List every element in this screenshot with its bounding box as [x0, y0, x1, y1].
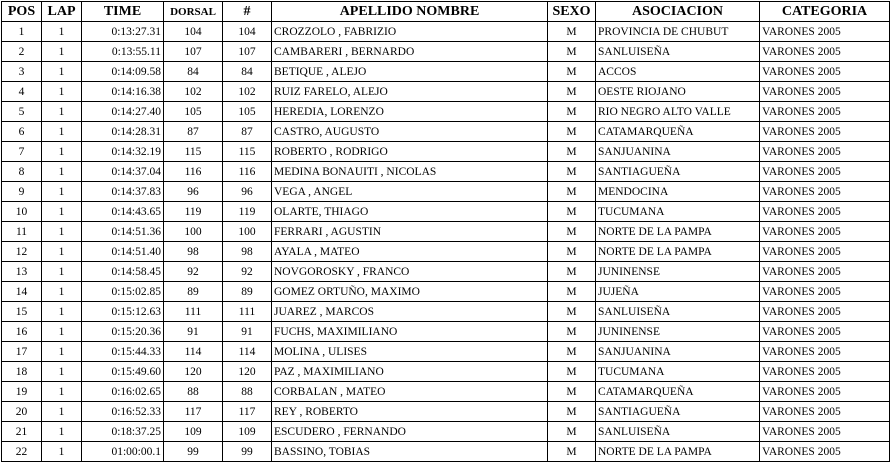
cell-categoria: VARONES 2005 [760, 102, 890, 122]
cell-number: 107 [223, 42, 272, 62]
cell-lap: 1 [42, 202, 82, 222]
cell-time: 0:16:52.33 [82, 402, 164, 422]
cell-pos: 22 [2, 442, 42, 462]
cell-categoria: VARONES 2005 [760, 442, 890, 462]
cell-pos: 6 [2, 122, 42, 142]
cell-name: RUIZ FARELO, ALEJO [272, 82, 548, 102]
cell-dorsal: 96 [164, 182, 223, 202]
cell-sexo: M [548, 402, 596, 422]
cell-sexo: M [548, 342, 596, 362]
cell-lap: 1 [42, 142, 82, 162]
cell-number: 98 [223, 242, 272, 262]
table-row [2, 322, 890, 342]
cell-categoria: VARONES 2005 [760, 282, 890, 302]
table-row [2, 202, 890, 222]
table-row [2, 82, 890, 102]
header-pos: POS [2, 2, 42, 22]
cell-number: 105 [223, 102, 272, 122]
cell-name: BETIQUE , ALEJO [272, 62, 548, 82]
cell-time: 0:15:12.63 [82, 302, 164, 322]
cell-asociacion: OESTE RIOJANO [596, 82, 760, 102]
cell-asociacion: TUCUMANA [596, 202, 760, 222]
cell-dorsal: 84 [164, 62, 223, 82]
cell-pos: 17 [2, 342, 42, 362]
cell-time: 0:13:55.11 [82, 42, 164, 62]
cell-pos: 12 [2, 242, 42, 262]
cell-asociacion: CATAMARQUEÑA [596, 122, 760, 142]
cell-dorsal: 114 [164, 342, 223, 362]
cell-dorsal: 99 [164, 442, 223, 462]
cell-categoria: VARONES 2005 [760, 142, 890, 162]
cell-sexo: M [548, 222, 596, 242]
cell-pos: 5 [2, 102, 42, 122]
table-row [2, 42, 890, 62]
cell-name: FUCHS, MAXIMILIANO [272, 322, 548, 342]
cell-dorsal: 111 [164, 302, 223, 322]
cell-pos: 13 [2, 262, 42, 282]
cell-categoria: VARONES 2005 [760, 162, 890, 182]
table-row [2, 102, 890, 122]
cell-lap: 1 [42, 322, 82, 342]
cell-sexo: M [548, 22, 596, 42]
cell-categoria: VARONES 2005 [760, 202, 890, 222]
cell-dorsal: 115 [164, 142, 223, 162]
cell-categoria: VARONES 2005 [760, 242, 890, 262]
cell-lap: 1 [42, 222, 82, 242]
cell-dorsal: 87 [164, 122, 223, 142]
cell-number: 119 [223, 202, 272, 222]
cell-dorsal: 98 [164, 242, 223, 262]
cell-number: 99 [223, 442, 272, 462]
cell-asociacion: TUCUMANA [596, 362, 760, 382]
header-asociacion: ASOCIACION [596, 2, 760, 22]
cell-name: CASTRO, AUGUSTO [272, 122, 548, 142]
table-row [2, 122, 890, 142]
cell-name: MOLINA , ULISES [272, 342, 548, 362]
cell-name: ESCUDERO , FERNANDO [272, 422, 548, 442]
cell-categoria: VARONES 2005 [760, 322, 890, 342]
cell-asociacion: SANTIAGUEÑA [596, 162, 760, 182]
cell-dorsal: 117 [164, 402, 223, 422]
table-row [2, 442, 890, 462]
table-row [2, 222, 890, 242]
cell-pos: 11 [2, 222, 42, 242]
cell-number: 89 [223, 282, 272, 302]
cell-number: 88 [223, 382, 272, 402]
header-sexo: SEXO [548, 2, 596, 22]
cell-time: 0:14:37.04 [82, 162, 164, 182]
cell-time: 0:14:28.31 [82, 122, 164, 142]
cell-name: MEDINA BONAUITI , NICOLAS [272, 162, 548, 182]
results-table [1, 1, 890, 462]
cell-sexo: M [548, 162, 596, 182]
cell-name: CAMBARERI , BERNARDO [272, 42, 548, 62]
cell-asociacion: NORTE DE LA PAMPA [596, 242, 760, 262]
cell-sexo: M [548, 62, 596, 82]
table-row [2, 402, 890, 422]
cell-asociacion: SANLUISEÑA [596, 302, 760, 322]
table-row [2, 182, 890, 202]
cell-time: 01:00:00.1 [82, 442, 164, 462]
cell-lap: 1 [42, 122, 82, 142]
cell-asociacion: NORTE DE LA PAMPA [596, 222, 760, 242]
cell-asociacion: SANJUANINA [596, 142, 760, 162]
cell-pos: 7 [2, 142, 42, 162]
cell-sexo: M [548, 182, 596, 202]
cell-categoria: VARONES 2005 [760, 222, 890, 242]
cell-asociacion: JUJEÑA [596, 282, 760, 302]
cell-sexo: M [548, 82, 596, 102]
table-row [2, 422, 890, 442]
cell-asociacion: SANJUANINA [596, 342, 760, 362]
cell-sexo: M [548, 242, 596, 262]
cell-number: 120 [223, 362, 272, 382]
cell-lap: 1 [42, 182, 82, 202]
cell-time: 0:14:43.65 [82, 202, 164, 222]
cell-lap: 1 [42, 302, 82, 322]
cell-time: 0:14:16.38 [82, 82, 164, 102]
table-row [2, 282, 890, 302]
cell-dorsal: 105 [164, 102, 223, 122]
table-row [2, 142, 890, 162]
cell-number: 91 [223, 322, 272, 342]
cell-asociacion: SANLUISEÑA [596, 422, 760, 442]
cell-pos: 19 [2, 382, 42, 402]
cell-sexo: M [548, 322, 596, 342]
cell-categoria: VARONES 2005 [760, 42, 890, 62]
header-categoria: CATEGORIA [760, 2, 890, 22]
cell-categoria: VARONES 2005 [760, 262, 890, 282]
cell-sexo: M [548, 142, 596, 162]
cell-asociacion: SANTIAGUEÑA [596, 402, 760, 422]
cell-name: NOVGOROSKY , FRANCO [272, 262, 548, 282]
cell-number: 92 [223, 262, 272, 282]
table-row [2, 242, 890, 262]
cell-categoria: VARONES 2005 [760, 342, 890, 362]
cell-time: 0:14:58.45 [82, 262, 164, 282]
cell-time: 0:14:27.40 [82, 102, 164, 122]
cell-number: 84 [223, 62, 272, 82]
cell-time: 0:15:49.60 [82, 362, 164, 382]
cell-sexo: M [548, 362, 596, 382]
cell-lap: 1 [42, 422, 82, 442]
cell-dorsal: 104 [164, 22, 223, 42]
cell-categoria: VARONES 2005 [760, 422, 890, 442]
cell-number: 104 [223, 22, 272, 42]
cell-lap: 1 [42, 162, 82, 182]
cell-dorsal: 100 [164, 222, 223, 242]
cell-sexo: M [548, 42, 596, 62]
cell-pos: 4 [2, 82, 42, 102]
cell-pos: 16 [2, 322, 42, 342]
cell-asociacion: JUNINENSE [596, 262, 760, 282]
cell-lap: 1 [42, 242, 82, 262]
cell-categoria: VARONES 2005 [760, 82, 890, 102]
cell-name: HEREDIA, LORENZO [272, 102, 548, 122]
cell-time: 0:18:37.25 [82, 422, 164, 442]
cell-asociacion: RIO NEGRO ALTO VALLE [596, 102, 760, 122]
cell-name: CORBALAN , MATEO [272, 382, 548, 402]
cell-number: 96 [223, 182, 272, 202]
cell-lap: 1 [42, 442, 82, 462]
cell-number: 114 [223, 342, 272, 362]
table-row [2, 342, 890, 362]
cell-number: 111 [223, 302, 272, 322]
cell-lap: 1 [42, 362, 82, 382]
cell-categoria: VARONES 2005 [760, 22, 890, 42]
cell-dorsal: 92 [164, 262, 223, 282]
header-name: APELLIDO NOMBRE [272, 2, 548, 22]
cell-number: 117 [223, 402, 272, 422]
cell-sexo: M [548, 262, 596, 282]
cell-number: 115 [223, 142, 272, 162]
cell-pos: 20 [2, 402, 42, 422]
cell-dorsal: 88 [164, 382, 223, 402]
cell-dorsal: 89 [164, 282, 223, 302]
cell-pos: 14 [2, 282, 42, 302]
cell-pos: 1 [2, 22, 42, 42]
cell-name: PAZ , MAXIMILIANO [272, 362, 548, 382]
header-time: TIME [82, 2, 164, 22]
table-row [2, 162, 890, 182]
cell-time: 0:15:20.36 [82, 322, 164, 342]
cell-dorsal: 91 [164, 322, 223, 342]
cell-name: JUAREZ , MARCOS [272, 302, 548, 322]
header-number: # [223, 2, 272, 22]
cell-number: 102 [223, 82, 272, 102]
cell-name: GOMEZ ORTUÑO, MAXIMO [272, 282, 548, 302]
cell-pos: 21 [2, 422, 42, 442]
cell-categoria: VARONES 2005 [760, 62, 890, 82]
cell-time: 0:14:37.83 [82, 182, 164, 202]
cell-number: 87 [223, 122, 272, 142]
cell-categoria: VARONES 2005 [760, 122, 890, 142]
cell-asociacion: PROVINCIA DE CHUBUT [596, 22, 760, 42]
cell-time: 0:14:32.19 [82, 142, 164, 162]
cell-sexo: M [548, 282, 596, 302]
cell-sexo: M [548, 442, 596, 462]
header-row [2, 2, 890, 22]
cell-pos: 3 [2, 62, 42, 82]
cell-number: 100 [223, 222, 272, 242]
cell-pos: 15 [2, 302, 42, 322]
cell-lap: 1 [42, 22, 82, 42]
cell-time: 0:14:09.58 [82, 62, 164, 82]
cell-name: BASSINO, TOBIAS [272, 442, 548, 462]
cell-lap: 1 [42, 282, 82, 302]
cell-name: ROBERTO , RODRIGO [272, 142, 548, 162]
cell-lap: 1 [42, 402, 82, 422]
cell-lap: 1 [42, 262, 82, 282]
table-row [2, 62, 890, 82]
cell-time: 0:16:02.65 [82, 382, 164, 402]
cell-dorsal: 120 [164, 362, 223, 382]
cell-name: OLARTE, THIAGO [272, 202, 548, 222]
cell-lap: 1 [42, 82, 82, 102]
cell-lap: 1 [42, 342, 82, 362]
cell-lap: 1 [42, 62, 82, 82]
cell-sexo: M [548, 102, 596, 122]
cell-name: CROZZOLO , FABRIZIO [272, 22, 548, 42]
cell-categoria: VARONES 2005 [760, 302, 890, 322]
cell-asociacion: MENDOCINA [596, 182, 760, 202]
cell-asociacion: SANLUISEÑA [596, 42, 760, 62]
cell-lap: 1 [42, 102, 82, 122]
cell-pos: 2 [2, 42, 42, 62]
cell-dorsal: 109 [164, 422, 223, 442]
cell-pos: 8 [2, 162, 42, 182]
table-row [2, 22, 890, 42]
cell-number: 116 [223, 162, 272, 182]
cell-name: FERRARI , AGUSTIN [272, 222, 548, 242]
cell-asociacion: ACCOS [596, 62, 760, 82]
cell-categoria: VARONES 2005 [760, 182, 890, 202]
cell-categoria: VARONES 2005 [760, 402, 890, 422]
cell-asociacion: CATAMARQUEÑA [596, 382, 760, 402]
cell-time: 0:15:44.33 [82, 342, 164, 362]
cell-pos: 9 [2, 182, 42, 202]
cell-name: AYALA , MATEO [272, 242, 548, 262]
cell-asociacion: NORTE DE LA PAMPA [596, 442, 760, 462]
cell-sexo: M [548, 302, 596, 322]
cell-dorsal: 119 [164, 202, 223, 222]
header-lap: LAP [42, 2, 82, 22]
cell-dorsal: 116 [164, 162, 223, 182]
cell-time: 0:13:27.31 [82, 22, 164, 42]
cell-lap: 1 [42, 382, 82, 402]
table-row [2, 382, 890, 402]
cell-time: 0:15:02.85 [82, 282, 164, 302]
cell-sexo: M [548, 382, 596, 402]
cell-pos: 10 [2, 202, 42, 222]
cell-pos: 18 [2, 362, 42, 382]
cell-sexo: M [548, 422, 596, 442]
cell-lap: 1 [42, 42, 82, 62]
table-row [2, 362, 890, 382]
cell-asociacion: JUNINENSE [596, 322, 760, 342]
table-row [2, 302, 890, 322]
cell-name: REY , ROBERTO [272, 402, 548, 422]
cell-sexo: M [548, 202, 596, 222]
cell-name: VEGA , ANGEL [272, 182, 548, 202]
header-dorsal: DORSAL [164, 2, 223, 22]
cell-dorsal: 102 [164, 82, 223, 102]
cell-time: 0:14:51.40 [82, 242, 164, 262]
cell-number: 109 [223, 422, 272, 442]
cell-time: 0:14:51.36 [82, 222, 164, 242]
table-row [2, 262, 890, 282]
cell-sexo: M [548, 122, 596, 142]
cell-categoria: VARONES 2005 [760, 382, 890, 402]
cell-dorsal: 107 [164, 42, 223, 62]
cell-categoria: VARONES 2005 [760, 362, 890, 382]
